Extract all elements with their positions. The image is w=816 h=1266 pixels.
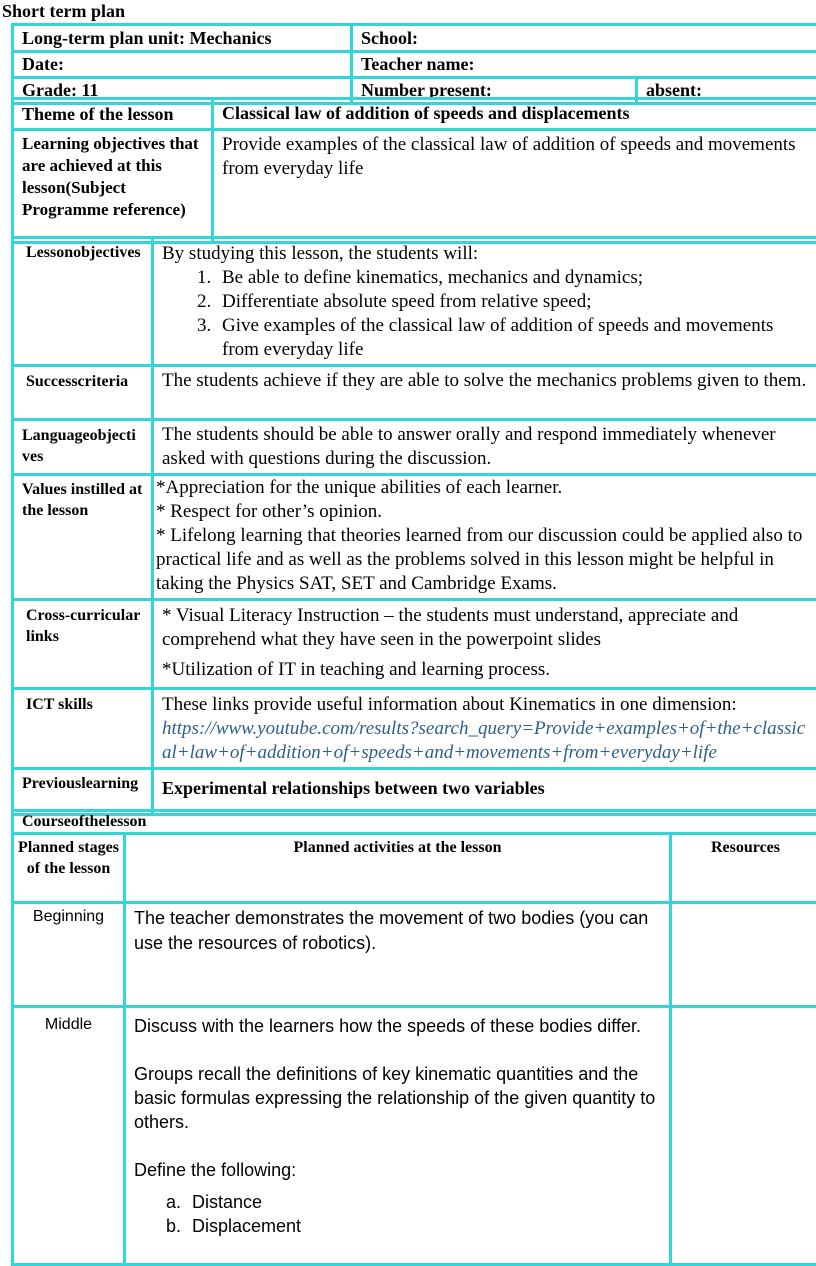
grade-cell: Grade: 11 xyxy=(13,78,352,104)
learning-objectives-label: Learning objectives that are achieved at this lesson(Subject Programme reference) xyxy=(13,130,213,243)
stage-middle: Middle xyxy=(13,1007,125,1265)
ict-link[interactable]: https://www.youtube.com/results?search_query=Provide+examples+of+the+classical+law+of+addition+of+speeds+and+movements+from+everyday+life xyxy=(162,717,811,765)
middle-paragraph: Groups recall the definitions of key kinematic quantities and the basic formulas expressing the relationship of the given quantity to others. xyxy=(134,1062,661,1134)
cross-curricular-line: *Utilization of IT in teaching and learning process. xyxy=(162,658,811,682)
ict-label: ICT skills xyxy=(13,689,153,769)
success-criteria-value: The students achieve if they are able to solve the mechanics problems given to them. xyxy=(153,366,816,420)
lesson-objectives-intro: By studying this lesson, the students will: xyxy=(162,242,811,266)
lesson-objectives-list xyxy=(162,266,811,362)
beginning-activity: The teacher demonstrates the movement of two bodies (you can use the resources of robotics). xyxy=(125,903,671,1007)
number-present-cell: Number present: xyxy=(352,78,637,104)
language-objectives-label: Languageobjectives xyxy=(13,420,153,475)
list-item: 3. Give examples of the classical law of addition of speeds and movements from everyday life xyxy=(216,314,811,362)
col-stages-header: Planned stages of the lesson xyxy=(13,834,125,903)
values-label: Values instilled at the lesson xyxy=(13,475,153,600)
previous-learning-value: Experimental relationships between two variables xyxy=(153,769,816,815)
middle-paragraph: Discuss with the learners how the speeds of these bodies differ. xyxy=(134,1014,661,1038)
date-cell: Date: xyxy=(13,52,352,78)
cross-curricular-cell xyxy=(153,600,816,689)
values-line: * Lifelong learning that theories learned from our discussion could be applied also to practical life and as well as the problems solved in this lesson might be helpful in taking the Physics SAT, SET and Cambridge Exams. xyxy=(156,524,811,596)
middle-paragraph: Define the following: xyxy=(134,1158,661,1182)
middle-activity xyxy=(125,1007,671,1265)
list-item: a. Distance xyxy=(186,1190,661,1214)
cross-curricular-line: * Visual Literacy Instruction – the students must understand, appreciate and comprehend what they have seen in the powerpoint slides xyxy=(162,604,811,652)
teacher-cell: Teacher name: xyxy=(352,52,816,78)
cross-curricular-label: Cross-curricular links xyxy=(13,600,153,689)
lesson-objectives-label: Lessonobjectives xyxy=(13,238,153,366)
list-item: 2. Differentiate absolute speed from relative speed; xyxy=(216,290,811,314)
define-list xyxy=(134,1190,661,1238)
stage-beginning: Beginning xyxy=(13,903,125,1007)
theme-value: Classical law of addition of speeds and displacements xyxy=(213,99,816,130)
list-item: 1. Be able to define kinematics, mechanics and dynamics; xyxy=(216,266,811,290)
middle-resources xyxy=(671,1007,816,1265)
objectives-table xyxy=(11,236,816,816)
values-cell xyxy=(153,475,816,600)
course-title: Courseofthelesson xyxy=(13,811,816,834)
ict-cell xyxy=(153,689,816,769)
unit-cell: Long-term plan unit: Mechanics xyxy=(13,25,352,52)
theme-table xyxy=(11,97,816,244)
course-table xyxy=(11,809,816,1266)
col-resources-header: Resources xyxy=(671,834,816,903)
lesson-objectives-cell xyxy=(153,238,816,366)
theme-label: Theme of the lesson xyxy=(13,99,213,130)
learning-objectives-value: Provide examples of the classical law of addition of speeds and movements from everyday life xyxy=(213,130,816,243)
values-line: *Appreciation for the unique abilities of each learner. xyxy=(156,476,811,500)
school-cell: School: xyxy=(352,25,816,52)
language-objectives-value: The students should be able to answer orally and respond immediately whenever asked with questions during the discussion. xyxy=(153,420,816,475)
list-item: b. Displacement xyxy=(186,1214,661,1238)
document-title: Short term plan xyxy=(2,1,125,21)
beginning-resources xyxy=(671,903,816,1007)
ict-text: These links provide useful information about Kinematics in one dimension: xyxy=(162,693,811,717)
previous-learning-label: Previouslearning xyxy=(13,769,153,815)
success-criteria-label: Successcriteria xyxy=(13,366,153,420)
header-table xyxy=(11,23,816,105)
absent-cell: absent: xyxy=(637,78,816,104)
values-line: * Respect for other’s opinion. xyxy=(156,500,811,524)
col-activities-header: Planned activities at the lesson xyxy=(125,834,671,903)
